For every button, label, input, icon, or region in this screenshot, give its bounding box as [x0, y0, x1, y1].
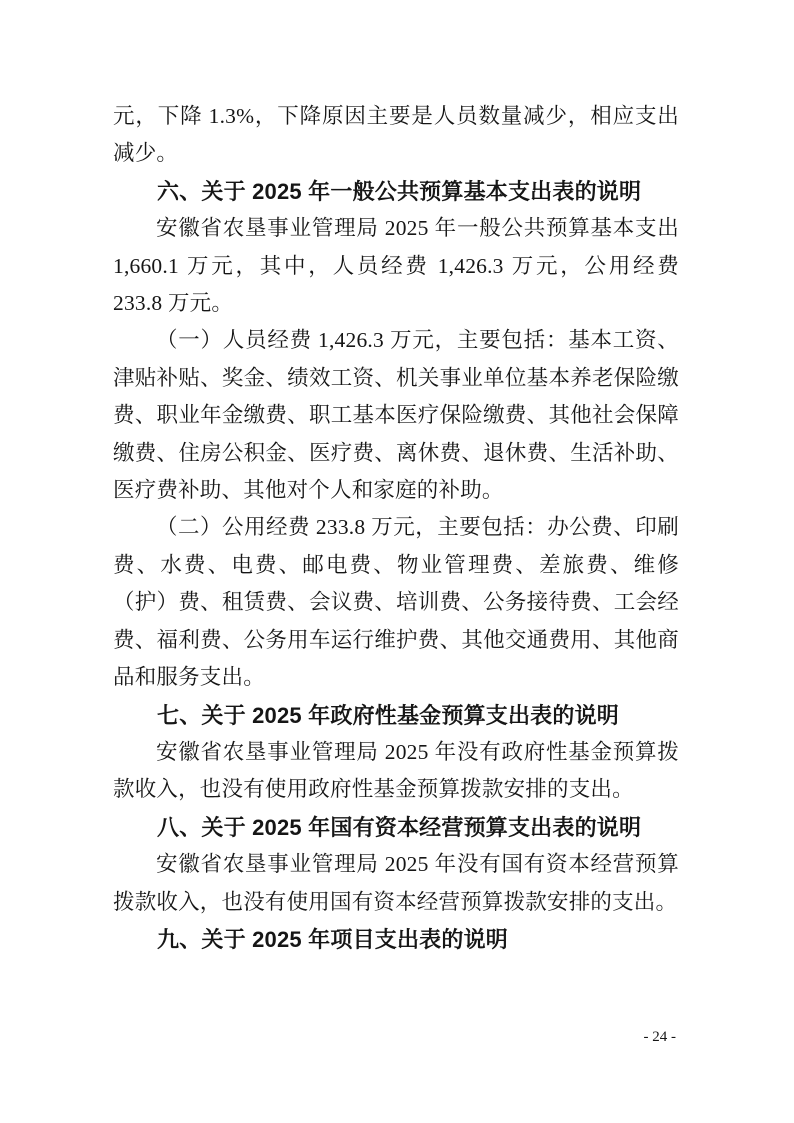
heading-section-8-state-capital-budget: 八、关于 2025 年国有资本经营预算支出表的说明	[157, 814, 642, 840]
page-body	[113, 98, 679, 958]
page-number: - 24 -	[643, 1029, 676, 1045]
paragraph-state-capital-budget: 安徽省农垦事业管理局 2025 年没有国有资本经营预算拨款收入，也没有使用国有资本经营预算拨款安排的支出。	[113, 852, 679, 914]
paragraph-gov-fund-budget: 安徽省农垦事业管理局 2025 年没有政府性基金预算拨款收入，也没有使用政府性基金预算拨款安排的支出。	[113, 739, 679, 802]
heading-section-7-gov-fund-budget: 七、关于 2025 年政府性基金预算支出表的说明	[157, 702, 619, 728]
paragraph-basic-expenditure-total: 安徽省农垦事业管理局 2025 年一般公共预算基本支出 1,660.1 万元，其中，人员经费 1,426.3 万元，公用经费 233.8 万元。	[113, 216, 679, 316]
paragraph-public-expenses: （二）公用经费 233.8 万元，主要包括：办公费、印刷费、水费、电费、邮电费、物业管理费、差旅费、维修（护）费、租赁费、会议费、培训费、公务接待费、工会经费、福利费、公务用车运行维护费、其他交通费用、其他商品和服务支出。	[113, 515, 679, 690]
heading-section-9-project-expenditure: 九、关于 2025 年项目支出表的说明	[157, 926, 508, 952]
heading-section-6-basic-expenditure: 六、关于 2025 年一般公共预算基本支出表的说明	[157, 178, 642, 204]
paragraph-personnel-expenses: （一）人员经费 1,426.3 万元，主要包括：基本工资、津贴补贴、奖金、绩效工资、机关事业单位基本养老保险缴费、职业年金缴费、职工基本医疗保险缴费、其他社会保障缴费、住房公积金、医疗费、离休费、退休费、生活补助、医疗费补助、其他对个人和家庭的补助。	[113, 328, 679, 503]
continued-paragraph-expenditure-decrease: 元，下降 1.3%，下降原因主要是人员数量减少，相应支出减少。	[113, 104, 679, 166]
